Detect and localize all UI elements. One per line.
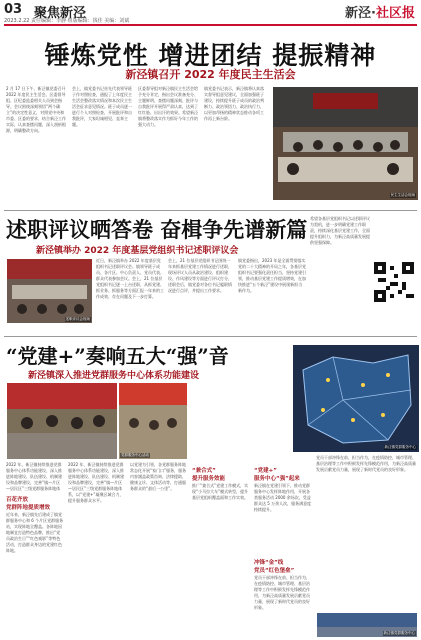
heading-jianhe-b: 提升服务效能 (192, 476, 226, 482)
activity-photo-caption: 党群服务中心活动 (121, 453, 149, 457)
article2-col3: 镇党委指出，2023 年是全面贯彻落实党的二十大精神的开局之年，各基层党组织书记要强化责任担当，坚持党建引领，推动基层党建工作提质增效，在加快推进“五个新泾”建设中展现新担当新作为。 (238, 258, 306, 293)
article3-title: “党建+”奏响五大“强”音 (6, 344, 229, 368)
heading-charge: 冲锋“金”线 (254, 560, 284, 566)
heading-partybuild-b: 服务中心“强”起来 (254, 476, 300, 482)
article1-title: 锤炼党性 增进团结 提振精神 (44, 41, 377, 70)
article1-col2: 会上，镇党委书记首先代表领导班子作对照检查，通报了上年度民主生活会整改落实情况和本次民主生活会征求意见情况。班子成员逐一进行个人对照检查，开展批评和自我批评，大家坦诚相见、直奔主题。 (72, 86, 132, 127)
article3-subtitle: 新泾镇深入推进党群服务中心体系功能建设 (28, 371, 200, 381)
qr-code (374, 262, 414, 302)
review-photo (6, 258, 93, 324)
article1-subtitle: 新泾镇召开 2022 年度民主生活会 (125, 68, 296, 81)
article2-col4: 希望各基层党组织书记以述职评议为契机，进一步明确党建工作职责，持续深化基层党建工作，全面提升组织力，为新泾高质量发展提供坚强保障。 (310, 216, 370, 245)
article1-col4: 镇党委书记表示，新泾镇将认真落实督导组意见建议，全面加强班子建设，持续提升班子成员的政治判断力、政治领悟力、政治执行力，以更加昂扬的精神状态推动各项工作再上新台阶。 (204, 86, 264, 121)
article1-col1: 2 月 17 日下午，新泾镇党委召开 2022 年度民主生活会。区委督导组、区纪委监委相关人员到会指导。会议围绕深刻领悟“两个确立”的决定性意义，对照党中央和市委、区委的要求，结合新泾工作实际，认真查摆问题，深入剖析根源，明确整改方向。 (6, 86, 66, 133)
section-divider (4, 210, 417, 211)
article2-subtitle: 新泾镇举办 2022 年度基层党组织书记述职评议会 (36, 246, 239, 256)
article3-col2b: 推广“兼合式”党建工作模式，实现“小马拉大车”模式转型，提升基层党组织覆盖面和工作实效。 (192, 483, 249, 500)
service-photo (6, 382, 118, 460)
footer-photo (316, 612, 418, 638)
page-header (0, 0, 421, 22)
footer-caption: 新泾镇党群服务中心 (383, 631, 415, 635)
article3-col2: 以党建为引领，各党群服务阵地常态化开展“家门口”服务，服务内容涵盖政策咨询、法律援助、健康义诊、文体活动等，打通服务群众的“最后一公里”。 (130, 462, 187, 491)
map-graphic (292, 344, 420, 453)
heading-charge-b: 党员“红色堡垒” (254, 568, 295, 574)
page-number: 03 (4, 2, 23, 17)
date-line: 2023.2.22 责任编辑：李静 组版编辑：钱佳 美编：刘斌 (4, 18, 130, 24)
masthead-brand: 新泾·社区报 (345, 6, 415, 21)
article2-col1: 近日，新泾镇举办 2022 年度基层党组织书记述职评议会。镇领导班子成员、各片区、中心负责人、党员代表、群众代表参加会议。会上，21 位基层党组织书记逐一上台述职，从抓党建、抓业务、抓服务等方面汇报一年来的工作成效、存在问题及下一步打算。 (96, 258, 164, 299)
article3-col1: 2022 年，新泾镇持续推进党群服务中心体系功能建设，深入推进阵地建设、队伍建设、机制建设和品牌建设，完善“镇—片区—居民区”三级党群服务阵地体 (6, 462, 62, 491)
article3-col4: 党员干部冲锋在前、担当作为，在疫情防控、城市管理、基层治理等工作中积极发挥先锋模范作用，为新泾高质量发展贡献党员力量，展现了新时代党员的良好形象。 (254, 575, 310, 610)
heading-bloom: 百花齐放 (6, 497, 29, 503)
section-divider-2 (4, 336, 417, 337)
heading-bloom-b: 党群阵地提质增效 (6, 505, 51, 511)
review-photo-caption: 述职评议会现场 (65, 317, 90, 321)
article2-col2: 会上，21 位基层党组织书记围绕一年来抓基层党建工作情况进行述职，现场评议人员从政治建设、组织建设、作风建设等方面进行评议打分，述职会后，镇党委对各位书记履职情况进行点评，并提出工作要求。 (168, 258, 232, 293)
header-rule (4, 24, 417, 26)
article2-title: 述职评议晒答卷 奋楫争先谱新篇 (6, 217, 308, 242)
article3-col3: 新泾镇在党建引领下，推动党群服务中心发挥阵地作用，开展各类服务活动 2000 余场次，受益群众达 5 万余人次，服务满意度持续提升。 (254, 483, 312, 512)
heading-partybuild: “党建+” (254, 468, 277, 474)
meeting-photo-caption: 民主生活会现场 (390, 193, 415, 197)
article1-col3: 区委督导组对新泾镇民主生活会给予充分肯定，指出会议准备充分、主题鲜明、查摆问题深刻、批评与自我批评开展得严肃认真，达到了红红脸、出出汗的效果。希望新泾镇将整改落实作为抓好今年工作的强大动力。 (138, 86, 198, 127)
map-caption: 新泾镇党群服务中心 (384, 445, 416, 449)
section-title: 聚焦新泾 (34, 6, 87, 21)
meeting-photo (272, 86, 419, 201)
article3-col1b: 近年来，新泾镇先后建成了镇党群服务中心和 6 个片区党群服务站，实现阵地全覆盖。各阵地因地制宜打造特色品牌，推出“党员政治生日”“红色观影”等特色活动，打造群众身边的党建红色阵地。 (6, 512, 64, 553)
article3-col1c: 2022 年，新泾镇持续推进党群服务中心体系功能建设，深入推进阵地建设、队伍建设、机制建设和品牌建设，完善“镇—片区—居民区”三级党群服务阵地体系，以“党建+”凝聚区域合力，提升服务群众水平。 (68, 462, 124, 503)
heading-jianhe: “兼合式” (192, 468, 216, 474)
article3-col5: 党员干部冲锋在前、担当作为，在疫情防控、城市管理、基层治理等工作中积极发挥先锋模范作用，为新泾高质量发展贡献党员力量，展现了新时代党员的良好形象。 (316, 455, 416, 472)
activity-photo (118, 382, 188, 460)
